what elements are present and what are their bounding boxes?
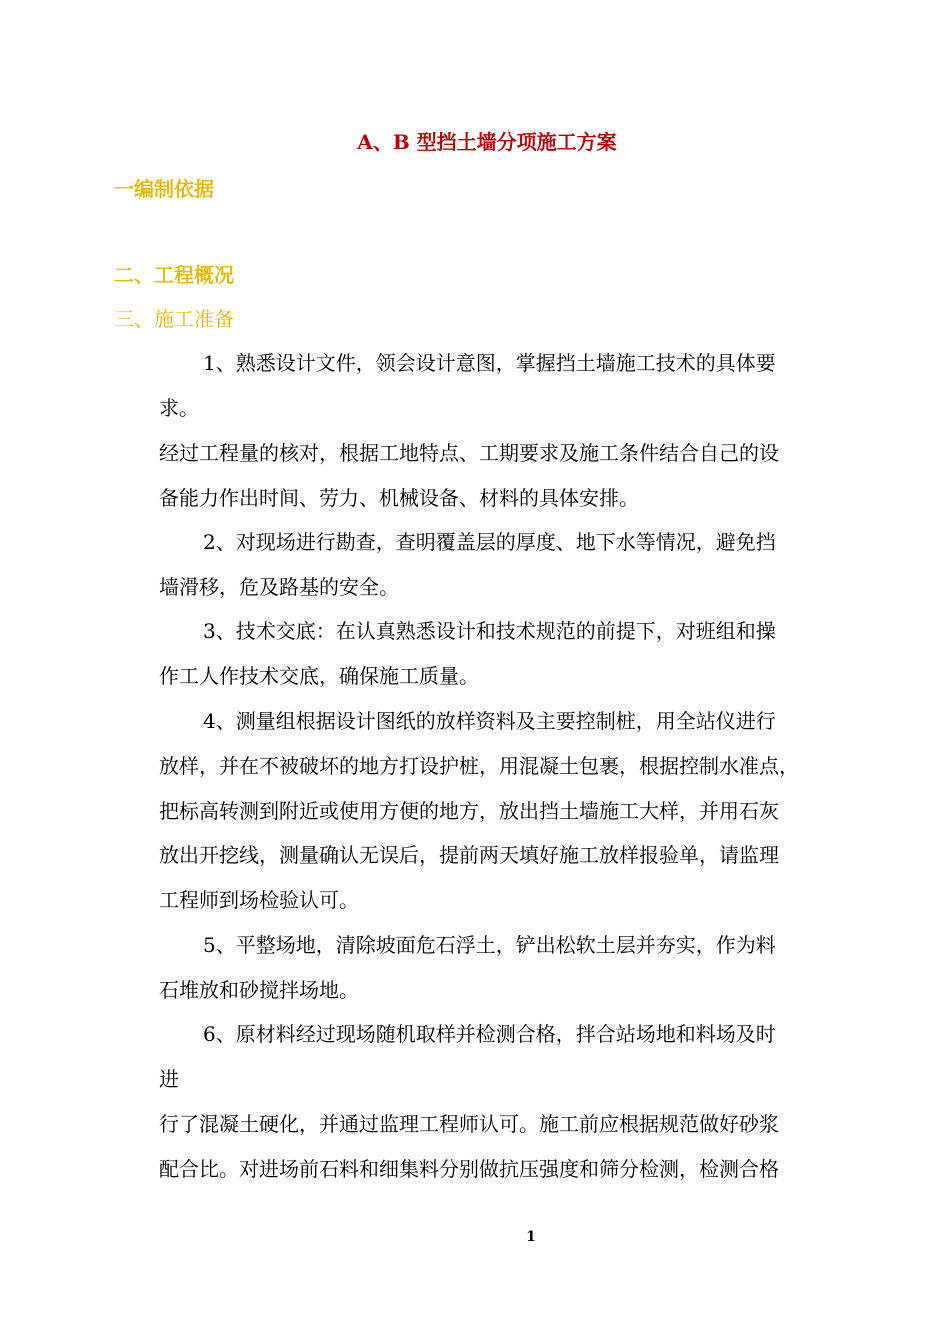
body-line: 求。 xyxy=(159,396,199,420)
body-line: 经过工程量的核对，根据工地特点、工期要求及施工条件结合自己的设 xyxy=(159,441,779,465)
heading-compilation-basis: 一编制依据 xyxy=(114,177,214,201)
body-line: 工程师到场检验认可。 xyxy=(159,888,359,912)
body-line: 备能力作出时间、劳力、机械设备、材料的具体安排。 xyxy=(159,486,639,510)
body-line: 3、技术交底：在认真熟悉设计和技术规范的前提下，对班组和操 xyxy=(203,619,776,643)
document-title: A、B 型挡土墙分项施工方案 xyxy=(357,130,617,154)
body-line: 6、原材料经过现场随机取样并检测合格，拌合站场地和料场及时 xyxy=(203,1022,776,1046)
body-line: 进 xyxy=(159,1067,179,1091)
body-line: 墙滑移，危及路基的安全。 xyxy=(159,575,399,599)
heading-construction-prep: 三、施工准备 xyxy=(114,307,234,331)
body-line: 石堆放和砂搅拌场地。 xyxy=(159,978,359,1002)
body-line: 配合比。对进场前石料和细集料分别做抗压强度和筛分检测，检测合格 xyxy=(159,1157,779,1181)
body-line: 5、平整场地，清除坡面危石浮土，铲出松软土层并夯实，作为料 xyxy=(203,933,776,957)
body-line: 2、对现场进行勘查，查明覆盖层的厚度、地下水等情况，避免挡 xyxy=(203,530,776,554)
body-line: 放出开挖线，测量确认无误后，提前两天填好施工放样报验单，请监理 xyxy=(159,843,779,867)
page-number: 1 xyxy=(526,1229,536,1245)
body-line: 作工人作技术交底，确保施工质量。 xyxy=(159,664,479,688)
body-line: 4、测量组根据设计图纸的放样资料及主要控制桩，用全站仪进行 xyxy=(203,709,776,733)
heading-project-overview: 二、工程概况 xyxy=(114,263,234,287)
body-line: 1、熟悉设计文件，领会设计意图，掌握挡土墙施工技术的具体要 xyxy=(203,351,776,375)
body-line: 放样，并在不被破坏的地方打设护桩，用混凝土包裹，根据控制水准点， xyxy=(159,754,799,778)
body-line: 把标高转测到附近或使用方便的地方，放出挡土墙施工大样，并用石灰 xyxy=(159,799,779,823)
body-line: 行了混凝土硬化，并通过监理工程师认可。施工前应根据规范做好砂浆 xyxy=(159,1112,779,1136)
